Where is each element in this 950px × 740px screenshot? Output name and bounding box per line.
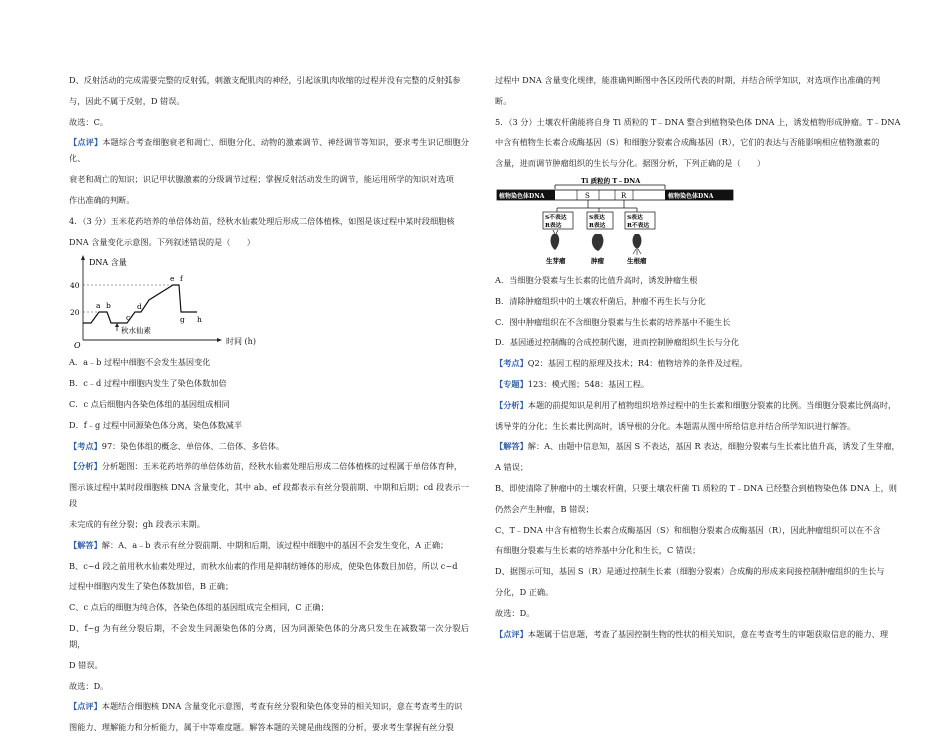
shoot-tumor-icon bbox=[551, 230, 560, 250]
box3-line1: S表达 bbox=[627, 214, 643, 221]
question-number: 4． bbox=[69, 215, 83, 226]
choice-c: C．图中肿瘤组织在不含细胞分裂素与生长素的培养基中不能生长 bbox=[495, 316, 731, 327]
choice-b: B．c﹣d 过程中细胞内发生了染色体数加倍 bbox=[69, 378, 227, 389]
text-line: 故选：C。 bbox=[69, 116, 109, 127]
text-line: 本题综合考查细胞衰老和凋亡、细胞分化、动物的激素调节、神经调节等知识，要求考生识记细胞分化、 bbox=[69, 137, 469, 164]
text-line: 97：染色体组的概念、单倍体、二倍体、多倍体。 bbox=[101, 440, 285, 451]
question-number: 5． bbox=[495, 116, 509, 127]
tick-40: 40 bbox=[70, 281, 80, 291]
choice-d: D．基因通过控制酶的合成控制代谢，进而控制肿瘤组织生长与分化 bbox=[495, 337, 740, 348]
solution-paragraph bbox=[69, 537, 469, 553]
colchicine-arrow-head bbox=[115, 323, 119, 327]
text-line: 故选：D。 bbox=[495, 607, 535, 618]
analysis-paragraph bbox=[69, 458, 469, 474]
text-line: D 错误。 bbox=[69, 659, 103, 670]
knowledge-tag: 【考点】 bbox=[69, 440, 102, 451]
text-line: 123：模式图；548：基因工程。 bbox=[527, 378, 650, 389]
text-line: DNA 含量变化示意图。下列叙述错误的是（ ） bbox=[69, 236, 255, 247]
choice-a: A．当细胞分裂素与生长素的比值升高时，诱发肿瘤生根 bbox=[495, 274, 698, 285]
knowledge-tag: 【考点】 bbox=[495, 358, 528, 369]
text-line: 过程中 DNA 含量变化规律，能准确判断图中各区段所代表的时期，并结合所学知识，对选项作出准确的判 bbox=[495, 75, 881, 85]
box2-line1: S表达 bbox=[589, 214, 605, 221]
topic-paragraph bbox=[495, 376, 905, 392]
text-line: 解：A、a﹣b 表示有丝分裂前期、中期和后期，该过程中细胞中的基因不会发生变化，A 正确； bbox=[101, 539, 449, 550]
analysis-tag: 【分析】 bbox=[69, 461, 102, 472]
question-4-stem bbox=[69, 213, 469, 229]
knowledge-point bbox=[495, 355, 905, 371]
colchicine-label: 秋水仙素 bbox=[121, 326, 151, 336]
caption-root-tumor: 生根瘤 bbox=[627, 256, 647, 265]
choice-b: B．清除肿瘤组织中的土壤农杆菌后，肿瘤不再生长与分化 bbox=[495, 295, 706, 306]
root-tumor-icon bbox=[633, 234, 642, 255]
text-line: 过程中细胞内发生了染色体数加倍，B 正确； bbox=[69, 581, 234, 592]
text-line: 本题的前提知识是利用了植物组织培养过程中的生长素和细胞分裂素的比例。当细胞分裂素比例高时， bbox=[527, 399, 897, 410]
right-chromosome-label: 植物染色体DNA bbox=[668, 192, 714, 200]
caption-tumor: 肿瘤 bbox=[591, 256, 604, 265]
solution-tag: 【解答】 bbox=[69, 539, 102, 550]
choice-a: A．a﹣b 过程中细胞不会发生基因变化 bbox=[69, 357, 211, 368]
text-line: 有细胞分裂素与生长素的培养基中分化和生长，C 错误； bbox=[495, 545, 701, 556]
solution-paragraph bbox=[495, 438, 905, 454]
text-line: 诱导芽的分化；生长素比例高时，诱导根的分化。本题需从图中所给信息并结合所学知识进行解答。 bbox=[495, 420, 856, 431]
dna-graph-svg bbox=[69, 254, 229, 350]
knowledge-point bbox=[69, 438, 469, 454]
t-dna-svg bbox=[495, 176, 735, 266]
left-column bbox=[69, 72, 469, 740]
text-line: 中含有植物生长素合成酶基因（S）和细胞分裂素合成酶基因（R），它们的表达与否能影响相应植物激素的 bbox=[495, 137, 880, 148]
left-chromosome-label: 植物染色体DNA bbox=[499, 192, 545, 200]
point-d: d bbox=[137, 302, 142, 312]
comment-paragraph bbox=[69, 698, 469, 714]
text-line: B、即使清除了肿瘤中的土壤农杆菌，只要土壤农杆菌 Ti 质粒的 T﹣DNA 已经整合到植物染色体 DNA 上，则 bbox=[495, 482, 897, 493]
text-line: 解：A、由题中信息知，基因 S 不表达，基因 R 表达，细胞分裂素与生长素比值升高，诱发了生芽瘤， bbox=[527, 441, 900, 452]
dna-content-graph bbox=[69, 254, 469, 350]
text-line: 本题属于信息题，考查了基因控制生物的性状的相关知识，意在考查考生的审题获取信息的能力、理 bbox=[527, 628, 889, 639]
text-line: 图能力、理解能力和分析能力，属于中等难度题。解答本题的关键是曲线图的分析，要求考生掌握有丝分裂 bbox=[69, 722, 454, 733]
caption-shoot-tumor: 生芽瘤 bbox=[546, 256, 566, 265]
gene-r-label: R bbox=[621, 191, 627, 200]
comment-tag: 【点评】 bbox=[495, 628, 528, 639]
point-a: a bbox=[96, 301, 101, 311]
y-axis-arrow bbox=[81, 255, 85, 260]
text-line: D、反射活动的完成需要完整的反射弧，刺激支配肌肉的神经，引起该肌肉收缩的过程并没有完整的反射弧参 bbox=[69, 75, 461, 85]
point-b: b bbox=[106, 301, 111, 311]
point-h: h bbox=[197, 315, 202, 325]
text-line: 分析题图：玉米花药培养的单倍体幼苗，经秋水仙素处理后形成二倍体植株的过程属于单倍体育种， bbox=[101, 461, 463, 472]
text-line: （3 分）玉米花药培养的单倍体幼苗，经秋水仙素处理后形成二倍体植株，如图是该过程中某时段细胞核 bbox=[82, 215, 455, 226]
box3-line2: R不表达 bbox=[627, 222, 650, 229]
text-line: A 错误； bbox=[495, 462, 529, 473]
ti-plasmid-label: Ti 质粒的 T﹣DNA bbox=[581, 176, 641, 185]
topic-tag: 【专题】 bbox=[495, 378, 528, 389]
text-line: B、c~d 段之前用秋水仙素处理过，而秋水仙素的作用是抑制纺锤体的形成，使染色体数目加倍，所以 c~d bbox=[69, 560, 458, 571]
text-line: 未完成的有丝分裂；gh 段表示末期。 bbox=[69, 518, 205, 529]
y-axis-label: DNA 含量 bbox=[89, 258, 127, 268]
text-line: 衰老和凋亡的知识；识记甲状腺激素的分级调节过程；掌握反射活动发生的调节，能运用所学的知识对选项 bbox=[69, 174, 454, 185]
text-line: 本题结合细胞核 DNA 含量变化示意图，考查有丝分裂和染色体变异的相关知识，意在考查考生的识 bbox=[101, 701, 463, 712]
text-line: 含量，进而调节肿瘤组织的生长与分化。据图分析，下列正确的是（ ） bbox=[495, 158, 766, 169]
comment-tag: 【点评】 bbox=[69, 701, 102, 712]
text-line: C、c 点后的细胞为纯合体，各染色体组的基因组成完全相同，C 正确； bbox=[69, 602, 329, 613]
gene-s-label: S bbox=[585, 191, 590, 200]
point-g: g bbox=[180, 315, 185, 325]
text-line: 故选：D。 bbox=[69, 680, 109, 691]
solution-tag: 【解答】 bbox=[495, 441, 528, 452]
point-e: e bbox=[170, 274, 175, 284]
box2-line2: R表达 bbox=[589, 222, 606, 229]
x-axis-label: 时间 (h) bbox=[226, 337, 256, 347]
comment-paragraph bbox=[69, 134, 469, 166]
text-line: （3 分）土壤农杆菌能将自身 Ti 质粒的 T﹣DNA 整合到植物染色体 DNA 上，诱发植物形成肿瘤。T﹣DNA bbox=[508, 116, 901, 127]
point-f: f bbox=[180, 274, 183, 284]
text-line: C、T﹣DNA 中含有植物生长素合成酶基因（S）和细胞分裂素合成酶基因（R），因此肿瘤组织可以在不含 bbox=[495, 524, 881, 535]
tumor-icon bbox=[592, 234, 604, 251]
origin-label: O bbox=[74, 341, 81, 351]
comment-tag: 【点评】 bbox=[69, 137, 103, 148]
comment-paragraph bbox=[495, 626, 905, 642]
text-line: 作出准确的判断。 bbox=[69, 194, 135, 205]
box1-line1: S不表达 bbox=[545, 214, 567, 221]
x-axis-arrow bbox=[217, 338, 222, 342]
question-5-stem bbox=[495, 114, 905, 130]
point-c: c bbox=[126, 313, 131, 323]
t-dna-diagram bbox=[495, 176, 905, 266]
text-line: Q2：基因工程的原理及技术；R4：植物培养的条件及过程。 bbox=[527, 358, 748, 369]
analysis-paragraph bbox=[495, 397, 905, 413]
analysis-tag: 【分析】 bbox=[495, 399, 528, 410]
tick-20: 20 bbox=[70, 308, 80, 318]
box1-line2: R表达 bbox=[545, 222, 562, 229]
text-line: 分化，D 正确。 bbox=[495, 586, 554, 597]
text-line: D、f~g 为有丝分裂后期，不会发生同源染色体的分离，因为同源染色体的分离只发生在减数第一次分裂后期， bbox=[69, 622, 469, 649]
right-column bbox=[495, 72, 905, 646]
text-line: 仍然会产生肿瘤，B 错误； bbox=[495, 503, 594, 514]
text-line: D、据图示可知，基因 S（R）是通过控制生长素（细胞分裂素）合成酶的形成来间接控制肿瘤组织的生长与 bbox=[495, 566, 885, 577]
choice-d: D．f﹣g 过程中同源染色体分离，染色体数减半 bbox=[69, 419, 243, 430]
choice-c: C．c 点后细胞内各染色体组的基因组成相同 bbox=[69, 398, 230, 409]
text-line: 图示该过程中某时段细胞核 DNA 含量变化，其中 ab、ef 段都表示有丝分裂前期、中期和后期；cd 段表示一段 bbox=[69, 482, 469, 509]
text-line: 断。 bbox=[495, 95, 512, 106]
text-line: 与，因此不属于反射，D 错误。 bbox=[69, 95, 185, 106]
